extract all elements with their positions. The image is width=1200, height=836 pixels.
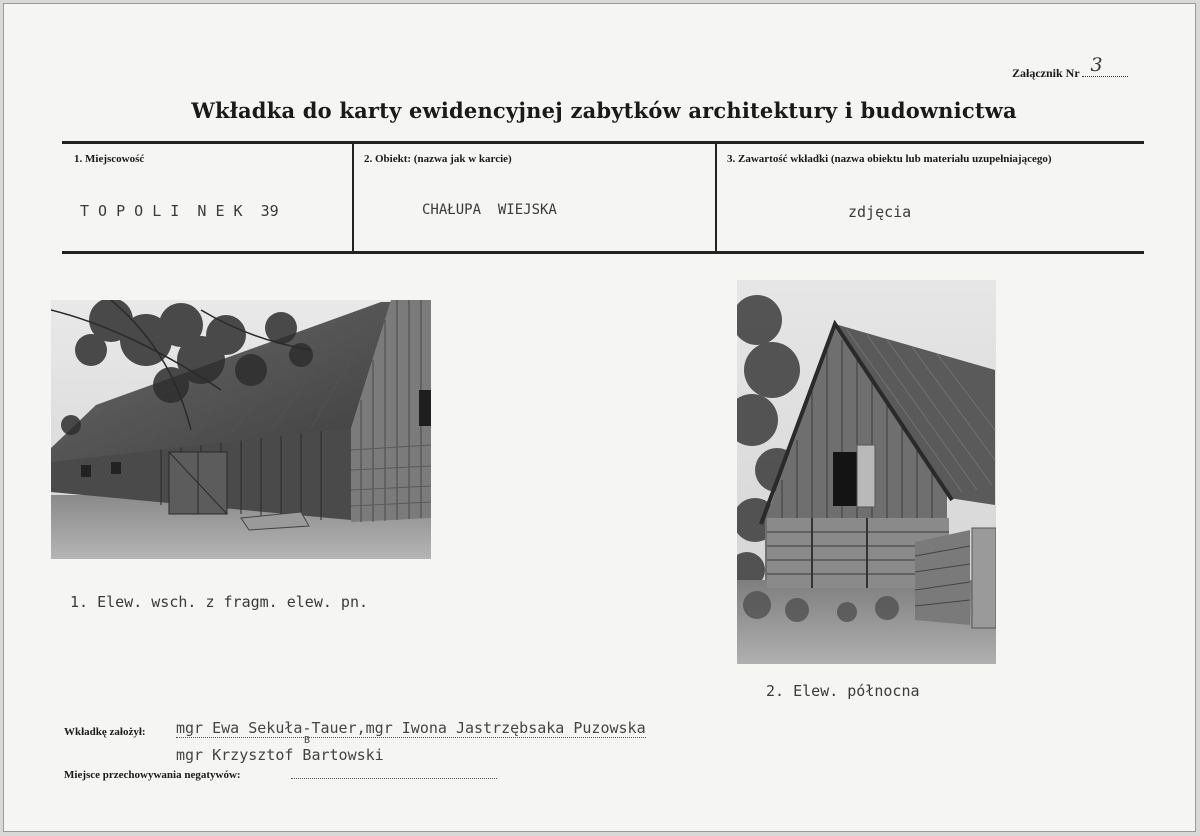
field-label: 1. Miejscowość [74,153,145,165]
attachment-number [1012,54,1128,81]
attachment-number-field [1082,54,1128,77]
attachment-number-value: 3 [1090,54,1103,76]
created-by-line1: mgr Ewa Sekuła-Tauer,mgr Iwona Jastrzębsaka Puzowska [176,719,646,737]
created-by-label: Wkładkę założył: [64,726,146,738]
field-contents [715,144,1144,251]
header-table [62,141,1144,254]
barn-east-photo-image [51,300,431,559]
field-value: zdjęcia [848,203,912,221]
handwritten-correction: B [304,735,311,746]
field-object [352,144,717,251]
photo-east-elevation [51,300,431,559]
created-by-line2: mgr Krzysztof Bartowski [176,746,384,764]
field-label: 3. Zawartość wkładki (nazwa obiektu lub materiału uzupełniającego) [727,153,1052,165]
field-value: CHAŁUPA WIEJSKA [422,202,557,218]
field-label: 2. Obiekt: (nazwa jak w karcie) [364,153,512,165]
negatives-storage-field [291,778,497,779]
attachment-label: Załącznik Nr [1012,66,1080,80]
field-value: T O P O L I N E K 39 [80,202,279,220]
negatives-storage-label: Miejsce przechowywania negatywów: [64,769,241,781]
photo-north-elevation [737,280,996,664]
photo-caption: 1. Elew. wsch. z fragm. elew. pn. [70,593,369,611]
barn-north-photo-image [737,280,996,664]
record-sheet [3,3,1196,832]
page-title: Wkładka do karty ewidencyjnej zabytków architektury i budownictwa [191,98,1017,123]
photo-caption: 2. Elew. północna [766,682,920,700]
field-locality [62,144,354,251]
